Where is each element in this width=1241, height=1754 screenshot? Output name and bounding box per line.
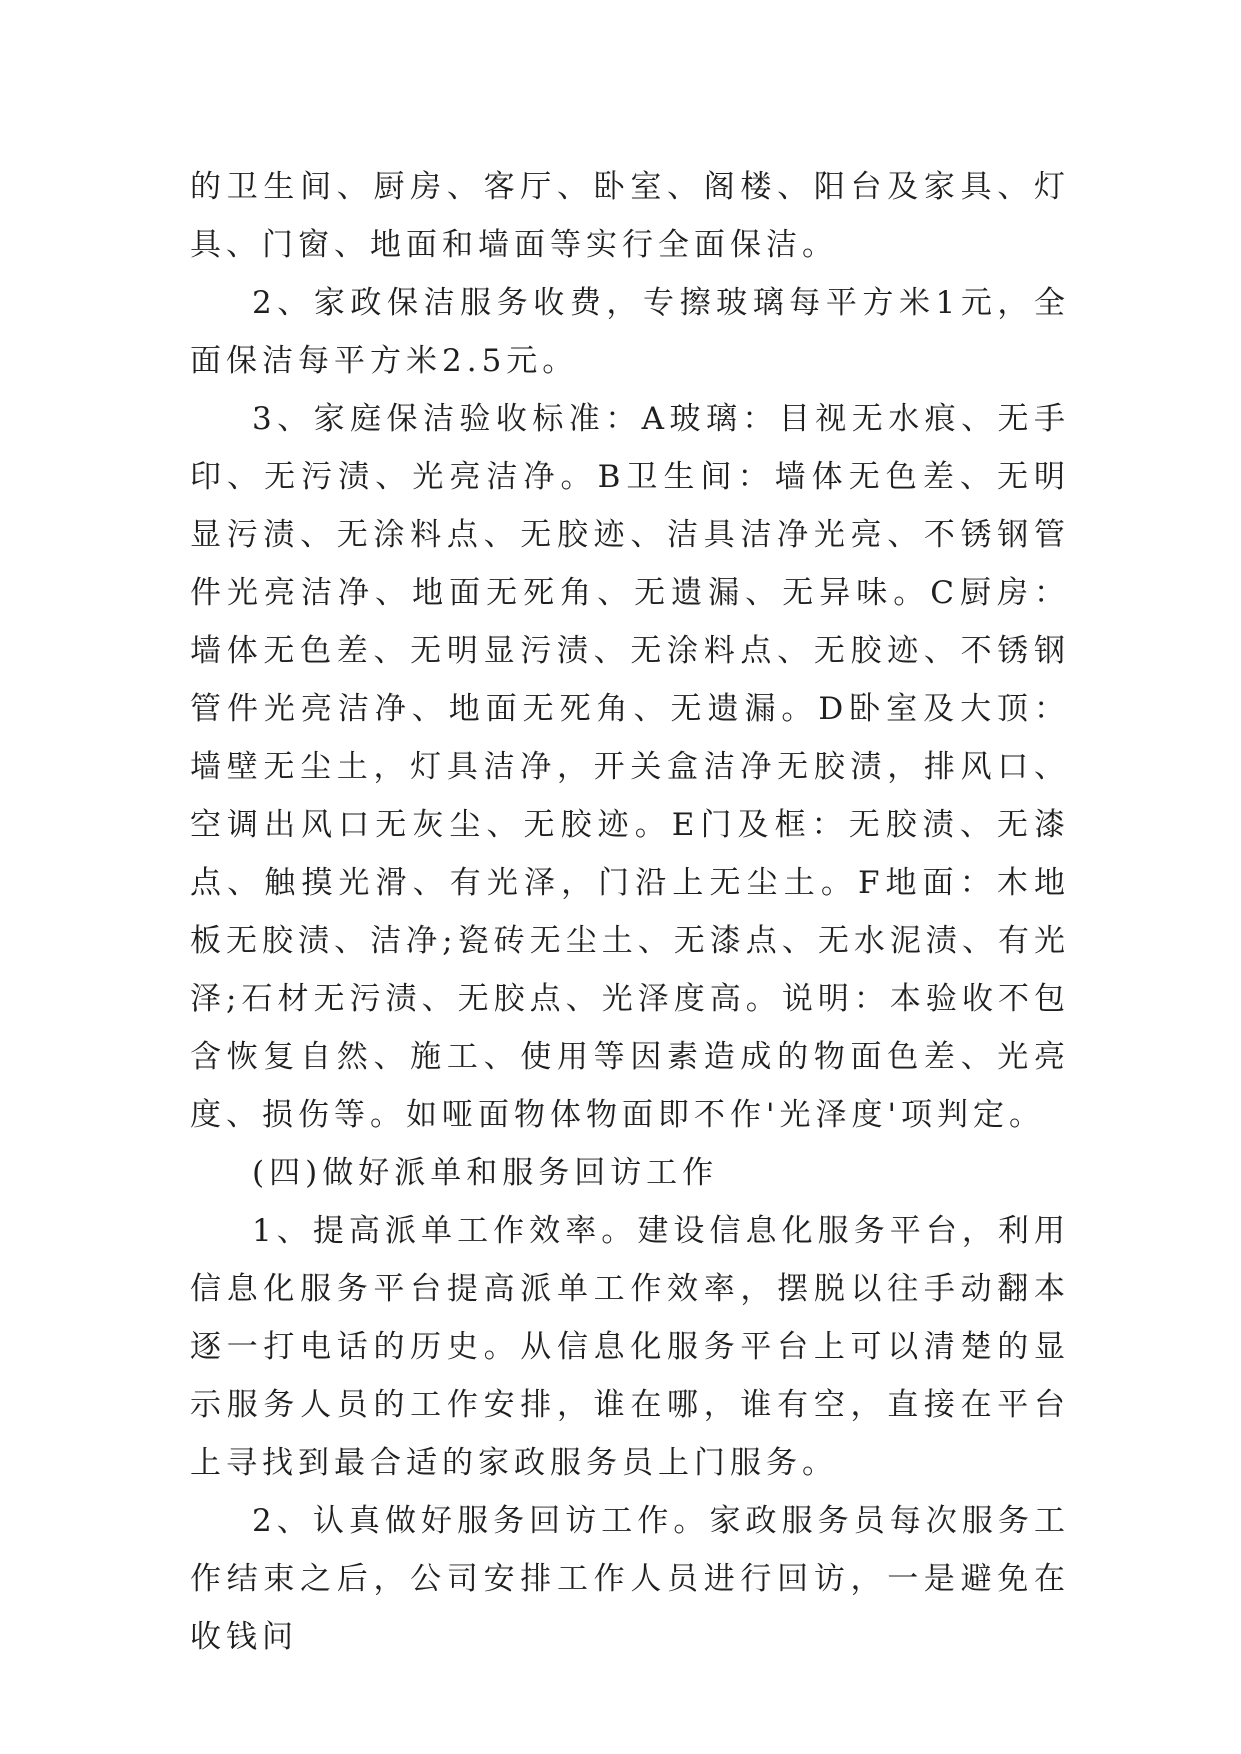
paragraph-cleaning-scope: 的卫生间、厨房、客厅、卧室、阁楼、阳台及家具、灯具、门窗、地面和墙面等实行全面保洁。 [190, 169, 1070, 263]
paragraph-service-followup: 2、认真做好服务回访工作。家政服务员每次服务工作结束之后，公司安排工作人员进行回访，一是避免在收钱问 [190, 1503, 1070, 1655]
document-body [190, 158, 1070, 1666]
paragraph-acceptance-standards: 3、家庭保洁验收标准：A玻璃：目视无水痕、无手印、无污渍、光亮洁净。B卫生间：墙体无色差、无明显污渍、无涂料点、无胶迹、洁具洁净光亮、不锈钢管件光亮洁净、地面无死角、无遗漏、无异味。C厨房：墙体无色差、无明显污渍、无涂料点、无胶迹、不锈钢管件光亮洁净、地面无死角、无遗漏。D卧室及大顶：墙壁无尘土，灯具洁净，开关盒洁净无胶渍，排风口、空调出风口无灰尘、无胶迹。E门及框：无胶渍、无漆点、触摸光滑、有光泽，门沿上无尘土。F地面：木地板无胶渍、洁净;瓷砖无尘土、无漆点、无水泥渍、有光泽;石材无污渍、无胶点、光泽度高。说明：本验收不包含恢复自然、施工、使用等因素造成的物面色差、光亮度、损伤等。如哑面物体物面即不作'光泽度'项判定。 [190, 401, 1070, 1133]
section-heading-dispatch-and-followup: (四)做好派单和服务回访工作 [252, 1155, 719, 1191]
paragraph-cleaning-fees: 2、家政保洁服务收费，专擦玻璃每平方米1元，全面保洁每平方米2.5元。 [190, 285, 1070, 379]
paragraph-dispatch-efficiency: 1、提高派单工作效率。建设信息化服务平台，利用信息化服务平台提高派单工作效率，摆脱以往手动翻本逐一打电话的历史。从信息化服务平台上可以清楚的显示服务人员的工作安排，谁在哪，谁有空，直接在平台上寻找到最合适的家政服务员上门服务。 [190, 1213, 1070, 1481]
